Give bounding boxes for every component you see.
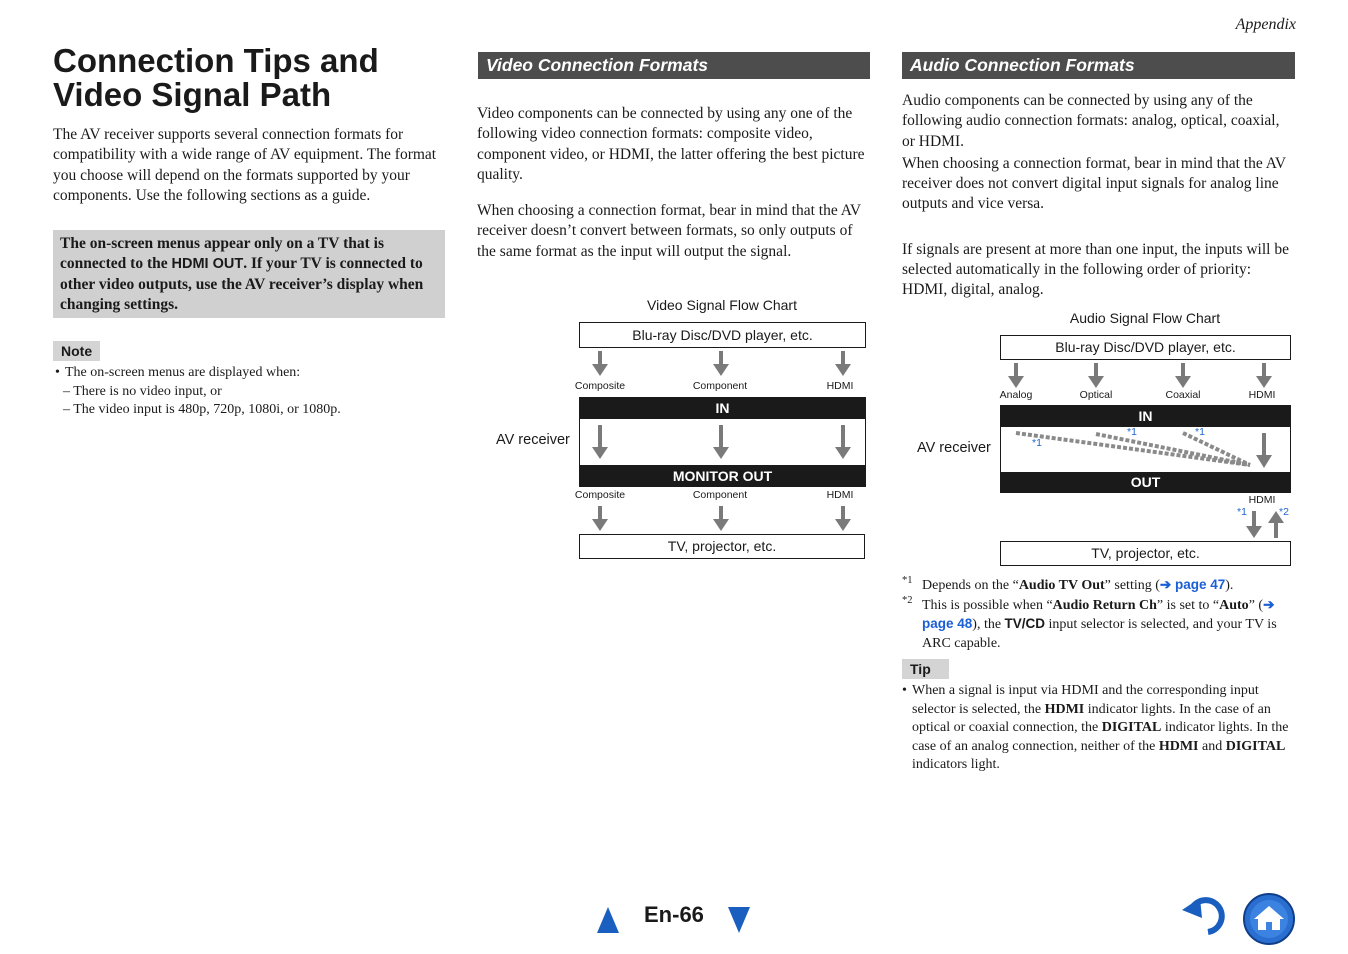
- audio-input-label: Analog: [999, 389, 1033, 401]
- footnote-text: ).: [1225, 578, 1234, 593]
- onscreen-menu-notice: [53, 230, 445, 318]
- footnote-selector-name: TV/CD: [1004, 616, 1046, 631]
- audio-paragraph-3: If signals are present at more than one input, the inputs will be selected automatically in the following order of priority: HDMI, digital, analog.: [902, 240, 1289, 299]
- footnote-1: [900, 576, 1295, 596]
- video-monitor-out-bar: MONITOR OUT: [579, 465, 866, 487]
- audio-in-bar: IN: [1000, 405, 1291, 427]
- component-input-arrow: [713, 351, 729, 376]
- note-list: [53, 364, 448, 420]
- notice-hdmi-out: HDMI OUT: [171, 256, 244, 273]
- footnote-setting-value: Auto: [1219, 597, 1249, 613]
- audio-footnote-mark: *1: [1237, 506, 1247, 518]
- intro-paragraph: The AV receiver supports several connection formats for compatibility with a wide range of AV equipment. The format you choose will depend on the formats supported by your components. Use the following sections as a guide.: [53, 126, 437, 204]
- note-label: Note: [53, 341, 100, 361]
- footnote-2: [900, 596, 1295, 654]
- audio-footnote-mark: *1: [1195, 426, 1205, 438]
- tip-text: indicators light.: [912, 757, 1000, 772]
- audio-footnote-mark: *1: [1127, 426, 1137, 438]
- page-47-link[interactable]: ➔ page 47: [1159, 577, 1226, 592]
- audio-chart-title: Audio Signal Flow Chart: [1069, 310, 1221, 326]
- tip-indicator: DIGITAL: [1101, 720, 1162, 735]
- video-input-arrows: [579, 350, 867, 378]
- audio-footnote-mark: *1: [1032, 437, 1042, 449]
- page-title: [53, 44, 453, 112]
- page-title-line2: Video Signal Path: [53, 76, 332, 113]
- audio-section-body: [902, 91, 1295, 301]
- footnotes: [900, 576, 1295, 653]
- video-in-bar: IN: [579, 397, 866, 419]
- tip-text: indicator lights. In the case of an analog connection, neither of the: [912, 720, 1289, 754]
- footnote-setting-name: Audio Return Ch: [1052, 597, 1157, 613]
- tip-indicator: HDMI: [1044, 701, 1085, 717]
- page-title-line1: Connection Tips and: [53, 42, 379, 79]
- video-input-label: HDMI: [826, 380, 854, 392]
- footnote-text: ” (: [1248, 597, 1264, 613]
- footnote-text: ), the: [972, 617, 1005, 632]
- video-chart-title: Video Signal Flow Chart: [647, 297, 797, 313]
- video-input-label: Component: [692, 380, 748, 392]
- tip-text: indicator lights. In the case of an optical or coaxial connection, the: [912, 701, 1271, 735]
- next-page-icon[interactable]: [727, 906, 751, 934]
- video-destination-box: TV, projector, etc.: [579, 534, 865, 559]
- footnote-mark: *2: [902, 594, 913, 606]
- bullet-mark: •: [902, 683, 907, 698]
- tip-list: [900, 682, 1295, 775]
- audio-routing-lines: [1000, 427, 1292, 473]
- tip-label: Tip: [902, 659, 949, 679]
- video-input-label: Composite: [574, 380, 626, 392]
- footnote-text: ” setting (: [1104, 578, 1160, 593]
- tip-item: [900, 682, 1295, 775]
- note-subitem: – There is no video input, or: [63, 383, 222, 399]
- note-item: [53, 364, 448, 383]
- footnote-setting-name: Audio TV Out: [1018, 578, 1105, 593]
- note-subitem: – The video input is 480p, 720p, 1080i, or 1080p.: [63, 402, 341, 417]
- video-source-box: Blu-ray Disc/DVD player, etc.: [579, 322, 866, 348]
- audio-av-receiver-label: AV receiver: [917, 440, 991, 456]
- composite-input-arrow: [592, 351, 608, 376]
- footnote-text: Depends on the “: [922, 578, 1019, 593]
- video-section-header: Video Connection Formats: [478, 52, 870, 79]
- footnote-text: input selector is selected, and your TV is ARC capable.: [922, 617, 1277, 651]
- audio-source-box: Blu-ray Disc/DVD player, etc.: [1000, 335, 1291, 360]
- audio-output-label: HDMI: [1248, 494, 1276, 506]
- tip-indicator: HDMI: [1158, 738, 1199, 754]
- tip-text: and: [1198, 738, 1226, 754]
- video-output-label: HDMI: [826, 489, 854, 501]
- home-icon[interactable]: [1242, 892, 1296, 946]
- hdmi-input-arrow: [835, 351, 851, 376]
- audio-paragraph-2: When choosing a connection format, bear in mind that the AV receiver does not convert digital input signals for analog line outputs and vice versa.: [902, 154, 1286, 213]
- note-intro: The on-screen menus are displayed when:: [65, 365, 301, 380]
- audio-destination-box: TV, projector, etc.: [1000, 541, 1291, 566]
- audio-footnote-mark: *2: [1279, 506, 1289, 518]
- footnote-text: This is possible when “: [922, 597, 1053, 613]
- footnote-text: ” is set to “: [1156, 597, 1220, 613]
- audio-input-label: Coaxial: [1165, 389, 1201, 401]
- notice-text-part2: . If your TV is connected to other video outputs, use the AV receiver’s display when changing settings.: [60, 255, 424, 313]
- audio-input-arrows: [1000, 362, 1292, 390]
- video-passthrough-arrows: [579, 423, 867, 461]
- audio-out-bar: OUT: [1000, 472, 1291, 493]
- video-av-receiver-label: AV receiver: [496, 432, 570, 448]
- tip-text: When a signal is input via HDMI and the corresponding input selector is selected, the: [912, 683, 1259, 717]
- back-icon[interactable]: [1180, 896, 1230, 940]
- footnote-mark: *1: [902, 575, 913, 586]
- page-48-link[interactable]: ➔ page 48: [922, 596, 1275, 631]
- audio-paragraph-1: Audio components can be connected by using any of the following audio connection formats: analog, optical, coaxial, or HDMI.: [902, 92, 1280, 150]
- page-number: En-66: [644, 902, 704, 927]
- previous-page-icon[interactable]: [596, 906, 620, 934]
- audio-section-header: Audio Connection Formats: [902, 52, 1295, 79]
- notice-text-part1: The on-screen menus appear only on a TV that is connected to the: [60, 235, 384, 273]
- video-output-arrows: [579, 505, 867, 533]
- video-output-label: Composite: [574, 489, 626, 501]
- video-output-label: Component: [692, 489, 748, 501]
- bullet-mark: •: [55, 365, 60, 380]
- appendix-label: Appendix: [1235, 16, 1296, 33]
- tip-indicator: DIGITAL: [1225, 738, 1286, 754]
- audio-input-label: Optical: [1079, 389, 1113, 401]
- audio-input-label: HDMI: [1248, 389, 1276, 401]
- audio-output-arrows: [1240, 508, 1290, 540]
- video-section-body: [477, 104, 870, 262]
- video-paragraph-1: Video components can be connected by using any one of the following video connection formats: composite video, component video, or HDMI, the latter offering the best picture quality.: [477, 105, 865, 183]
- video-paragraph-2: When choosing a connection format, bear in mind that the AV receiver doesn’t convert between formats, so only outputs of the same format as the input will output the signal.: [477, 202, 861, 260]
